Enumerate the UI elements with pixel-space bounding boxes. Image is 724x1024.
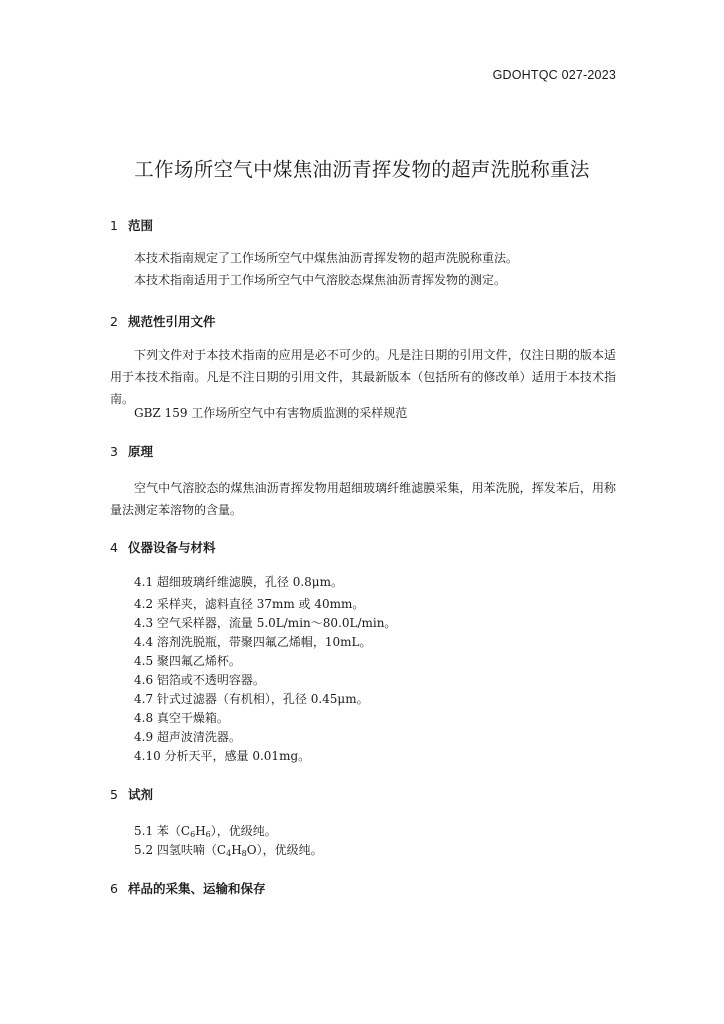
equipment-item: 4.6 铝箔或不透明容器。 [134, 673, 265, 687]
section-number: 5 [110, 787, 118, 802]
equipment-item: 4.2 采样夹，滤料直径 37mm 或 40mm。 [134, 597, 365, 611]
subscript: 8 [241, 849, 247, 858]
document-title: 工作场所空气中煤焦油沥青挥发物的超声洗脱称重法 [134, 158, 590, 181]
reagent-text: 5.2 四氢呋喃（C [134, 843, 227, 857]
section-heading-3 [110, 442, 153, 460]
section-number: 1 [110, 218, 118, 233]
equipment-item: 4.7 针式过滤器（有机相），孔径 0.45μm。 [134, 692, 369, 706]
section-heading-4 [110, 538, 216, 556]
section-heading-2 [110, 312, 216, 330]
section-title: 仪器设备与材料 [128, 540, 216, 555]
section-title: 原理 [128, 444, 154, 459]
subscript: 6 [190, 830, 196, 839]
reagent-item [134, 822, 277, 839]
reagent-text: O），优级纯。 [246, 843, 323, 857]
paragraph-text: 下列文件对于本技术指南的应用是必不可少的。凡是注日期的引用文件，仅注日期的版本适用于本技术指南。凡是不注日期的引用文件，其最新版本（包括所有的修改单）适用于本技术指南。 [110, 348, 616, 406]
normative-references-paragraph [110, 344, 616, 410]
section-title: 范围 [128, 218, 154, 233]
reference-item: GBZ 159 工作场所空气中有害物质监测的采样规范 [134, 406, 408, 420]
reagent-text: 5.1 苯（C [134, 824, 191, 838]
section-title: 规范性引用文件 [128, 314, 216, 329]
equipment-item: 4.1 超细玻璃纤维滤膜，孔径 0.8μm。 [134, 575, 343, 589]
scope-line-2: 本技术指南适用于工作场所空气中气溶胶态煤焦油沥青挥发物的测定。 [134, 273, 507, 287]
principle-paragraph [110, 477, 616, 521]
equipment-item: 4.9 超声波清洗器。 [134, 730, 241, 744]
equipment-item: 4.4 溶剂洗脱瓶，带聚四氟乙烯帽，10mL。 [134, 635, 372, 649]
paragraph-text: 空气中气溶胶态的煤焦油沥青挥发物用超细玻璃纤维滤膜采集，用苯洗脱，挥发苯后，用称量法测定苯溶物的含量。 [110, 481, 616, 517]
section-heading-5 [110, 785, 153, 803]
section-number: 2 [110, 314, 118, 329]
section-number: 4 [110, 540, 118, 555]
reagent-text: H [231, 843, 242, 857]
section-number: 6 [110, 881, 118, 896]
section-title: 试剂 [128, 787, 154, 802]
section-number: 3 [110, 444, 118, 459]
reagent-text: ），优级纯。 [210, 824, 277, 838]
subscript: 6 [205, 830, 211, 839]
scope-line-1: 本技术指南规定了工作场所空气中煤焦油沥青挥发物的超声洗脱称重法。 [134, 251, 519, 265]
equipment-item: 4.5 聚四氟乙烯杯。 [134, 654, 241, 668]
equipment-item: 4.3 空气采样器，流量 5.0L/min～80.0L/min。 [134, 616, 397, 630]
subscript: 4 [226, 849, 232, 858]
section-heading-1 [110, 216, 153, 234]
section-title: 样品的采集、运输和保存 [128, 881, 266, 896]
reagent-text: H [195, 824, 206, 838]
equipment-item: 4.10 分析天平，感量 0.01mg。 [134, 749, 311, 763]
standard-code: GDOHTQC 027-2023 [492, 68, 616, 82]
section-heading-6 [110, 879, 266, 897]
reagent-item [134, 841, 323, 858]
equipment-item: 4.8 真空干燥箱。 [134, 711, 229, 725]
